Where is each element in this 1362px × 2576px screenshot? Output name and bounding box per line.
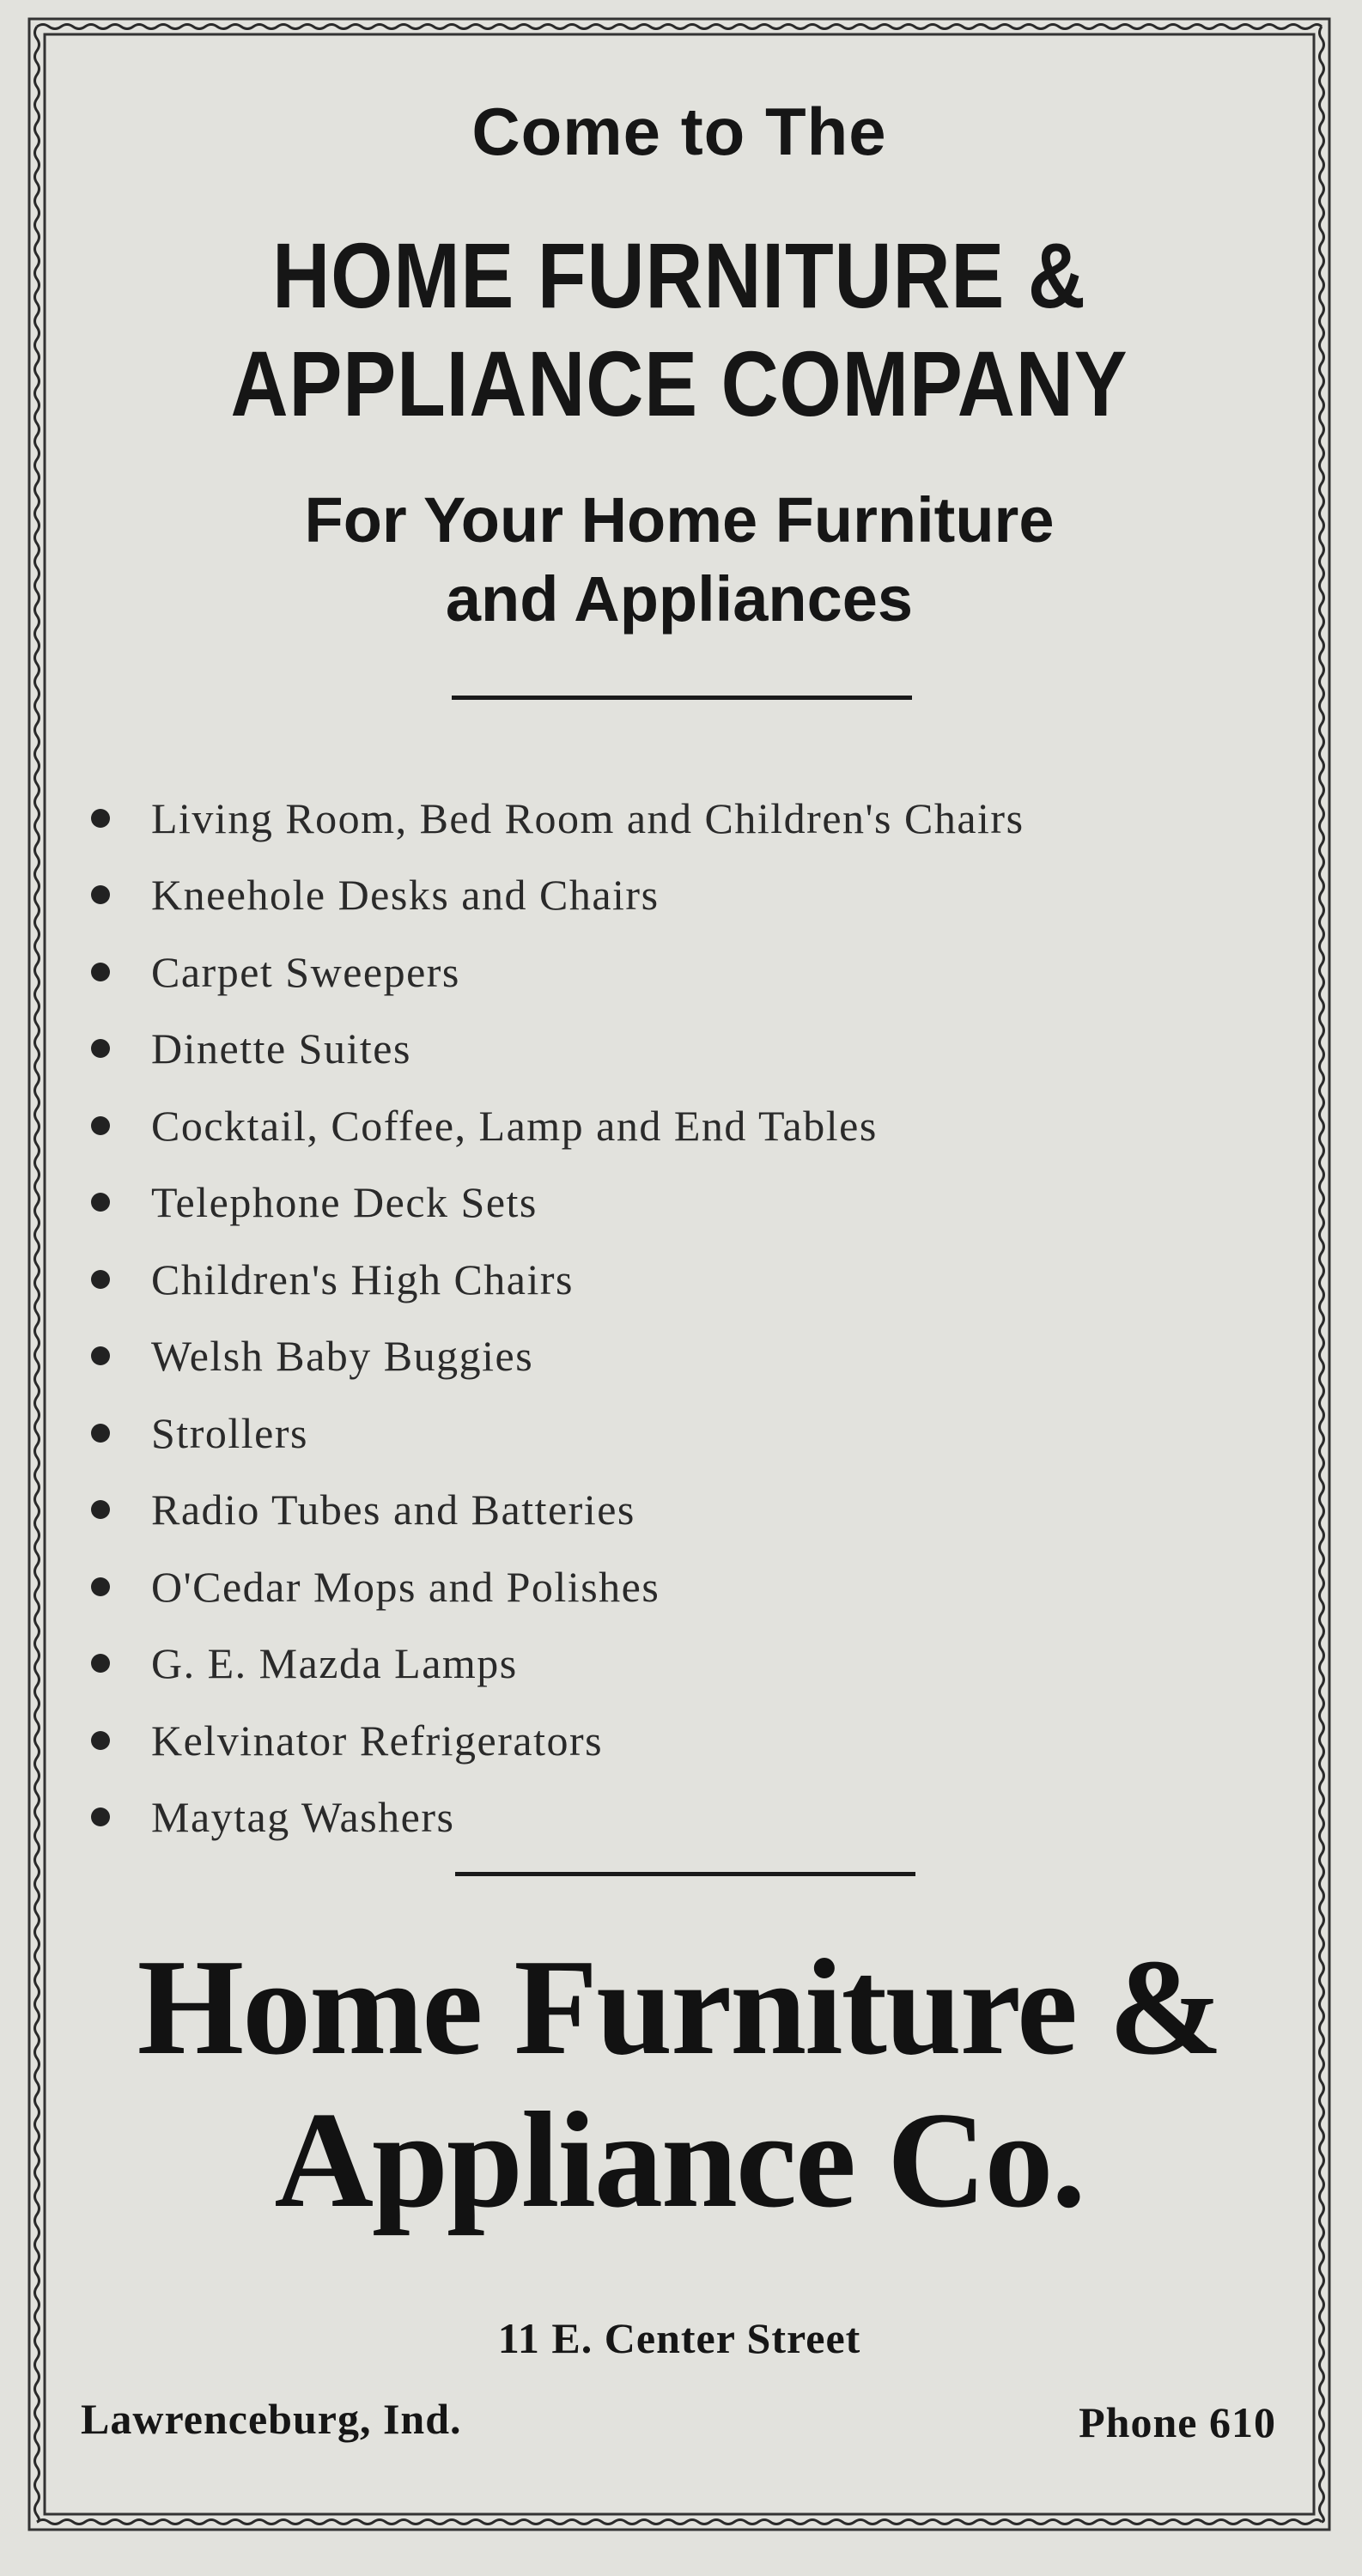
- list-item-label: Welsh Baby Buggies: [151, 1332, 534, 1381]
- list-item-label: Children's High Chairs: [151, 1255, 574, 1303]
- list-item: [84, 857, 1025, 934]
- list-item: [84, 933, 1025, 1011]
- list-item: [84, 1241, 1025, 1318]
- tagline: [50, 481, 1309, 639]
- list-item: [84, 1011, 1025, 1088]
- phone-number: Phone 610: [1079, 2398, 1276, 2446]
- street-address: 11 E. Center Street: [497, 2314, 861, 2362]
- list-item: [84, 1394, 1025, 1472]
- bullet-icon: [91, 1270, 110, 1289]
- list-item: [84, 780, 1025, 857]
- bullet-icon: [91, 1807, 110, 1826]
- bullet-icon: [91, 1193, 110, 1212]
- tagline-line1: For Your Home Furniture: [304, 484, 1055, 556]
- list-item-label: Radio Tubes and Batteries: [151, 1485, 635, 1534]
- product-list: [84, 780, 1025, 1856]
- tagline-line2: and Appliances: [445, 563, 914, 635]
- advertisement: [50, 34, 1309, 2507]
- intro-text: Come to The: [471, 94, 887, 169]
- bullet-icon: [91, 1039, 110, 1058]
- list-item: [84, 1702, 1025, 1779]
- list-item-label: Kneehole Desks and Chairs: [151, 871, 660, 920]
- divider-top: [452, 696, 912, 700]
- list-item-label: O'Cedar Mops and Polishes: [151, 1562, 660, 1611]
- list-item-label: Telephone Deck Sets: [151, 1178, 538, 1227]
- bullet-icon: [91, 885, 110, 904]
- list-item-label: Dinette Suites: [151, 1024, 411, 1073]
- company-heading-line2: APPLIANCE COMPANY: [230, 331, 1128, 435]
- list-item-label: Cocktail, Coffee, Lamp and End Tables: [151, 1101, 878, 1150]
- bullet-icon: [91, 1424, 110, 1443]
- bullet-icon: [91, 1116, 110, 1135]
- company-heading-line1: HOME FURNITURE &: [272, 223, 1086, 327]
- bullet-icon: [91, 963, 110, 981]
- list-item-label: Kelvinator Refrigerators: [151, 1716, 604, 1765]
- list-item-label: Strollers: [151, 1408, 308, 1457]
- bullet-icon: [91, 1654, 110, 1673]
- list-item: [84, 1779, 1025, 1856]
- list-item-label: Maytag Washers: [151, 1793, 455, 1842]
- divider-bottom: [455, 1872, 915, 1876]
- list-item: [84, 1164, 1025, 1242]
- list-item: [84, 1625, 1025, 1703]
- bullet-icon: [91, 1346, 110, 1365]
- list-item: [84, 1318, 1025, 1395]
- list-item-label: Living Room, Bed Room and Children's Chairs: [151, 793, 1025, 842]
- list-item-label: G. E. Mazda Lamps: [151, 1639, 518, 1688]
- list-item: [84, 1548, 1025, 1625]
- store-name-line1: Home Furniture &: [137, 1930, 1222, 2083]
- bullet-icon: [91, 809, 110, 828]
- list-item-label: Carpet Sweepers: [151, 947, 460, 996]
- company-heading: [138, 222, 1221, 438]
- list-item: [84, 1087, 1025, 1164]
- bullet-icon: [91, 1577, 110, 1596]
- store-name-line2: Appliance Co.: [274, 2083, 1085, 2236]
- bullet-icon: [91, 1731, 110, 1750]
- bullet-icon: [91, 1500, 110, 1519]
- list-item: [84, 1472, 1025, 1549]
- city-text: Lawrenceburg, Ind.: [81, 2395, 462, 2443]
- store-name: [50, 1930, 1309, 2236]
